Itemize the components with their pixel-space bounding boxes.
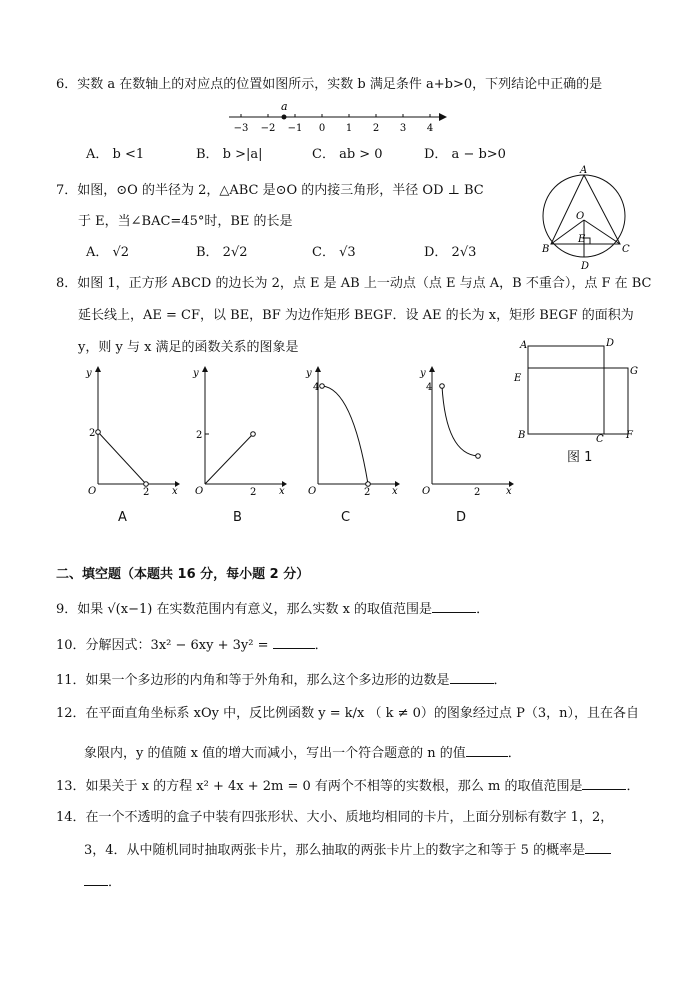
- svg-text:D: D: [606, 338, 615, 349]
- svg-text:y: y: [86, 368, 92, 379]
- svg-text:O: O: [88, 486, 97, 497]
- q6-option-a: A． b <1: [86, 147, 145, 162]
- svg-text:2: 2: [474, 487, 481, 498]
- q6-option-b: B． b >|a|: [196, 147, 263, 162]
- q11-text: 11．如果一个多边形的内角和等于外角和，那么这个多边形的边数是: [56, 673, 450, 688]
- graph-c-caption: C: [341, 510, 351, 525]
- svg-text:A: A: [520, 340, 528, 351]
- svg-text:2: 2: [250, 487, 257, 498]
- q6-number-line: [225, 100, 450, 134]
- q7-circle-figure: [540, 164, 632, 272]
- svg-text:x: x: [392, 486, 398, 497]
- point-a-dot: [282, 115, 287, 120]
- graph-a-caption: A: [118, 510, 127, 525]
- graph-b: [187, 366, 287, 498]
- q6-option-c: C． ab > 0: [312, 147, 383, 162]
- svg-text:B: B: [518, 430, 526, 441]
- q9: 9．如果 √(x−1) 在实数范围内有意义，那么实数 x 的取值范围是 ．: [56, 599, 489, 619]
- tick-label: −3: [233, 123, 249, 134]
- tick-label: 0: [318, 123, 326, 134]
- svg-text:2: 2: [143, 487, 150, 498]
- svg-text:O: O: [422, 486, 431, 497]
- tick-label: −1: [287, 123, 303, 134]
- q6-stem: 6．实数 a 在数轴上的对应点的位置如图所示，实数 b 满足条件 a+b>0，下列结论中正确的是: [56, 77, 603, 92]
- svg-text:F: F: [626, 430, 633, 441]
- q9-answer-blank: [432, 599, 476, 613]
- svg-text:O: O: [308, 486, 317, 497]
- q12-line2: 象限内，y 的值随 x 值的增大而减小，写出一个符合题意的 n 的值 ．: [84, 743, 521, 763]
- label-C: C: [622, 244, 630, 255]
- label-D: D: [581, 261, 590, 272]
- q13: 13．如果关于 x 的方程 x² + 4x + 2m = 0 有两个不相等的实数根，那么 m 的取值范围是 ．: [56, 776, 640, 796]
- q12-line1: 12．在平面直角坐标系 xOy 中，反比例函数 y = k/x （ k ≠ 0）的图象经过点 P（3，n），且在各自: [56, 706, 639, 721]
- q8-stem-line1: 8．如图 1，正方形 ABCD 的边长为 2，点 E 是 AB 上一动点（点 E 与点 A，B 不重合），点 F 在 BC: [56, 276, 652, 291]
- svg-text:y: y: [306, 368, 312, 379]
- tick-label: 2: [372, 123, 380, 134]
- tick-label: 4: [426, 123, 434, 134]
- tick-label: 3: [399, 123, 407, 134]
- q12-text: 象限内，y 的值随 x 值的增大而减小，写出一个符合题意的 n 的值: [84, 746, 466, 761]
- svg-text:2: 2: [89, 428, 96, 439]
- q14-line3: ．: [84, 872, 121, 892]
- svg-text:x: x: [172, 486, 178, 497]
- q8-stem-line3: y，则 y 与 x 满足的函数关系的图象是: [78, 340, 299, 355]
- tick-label: −2: [260, 123, 276, 134]
- q14-line2: [84, 840, 611, 860]
- graph-a: [80, 366, 180, 498]
- q14-line1: 14．在一个不透明的盒子中装有四张形状、大小、质地均相同的卡片，上面分别标有数字 1，2，: [56, 810, 614, 825]
- label-B: B: [542, 244, 550, 255]
- q14-text: 3，4．从中随机同时抽取两张卡片，那么抽取的两张卡片上的数字之和等于 5 的概率是: [84, 843, 586, 858]
- svg-text:E: E: [514, 373, 522, 384]
- q9-text: 9．如果 √(x−1) 在实数范围内有意义，那么实数 x 的取值范围是: [56, 602, 433, 617]
- figure-1-caption: 图 1: [567, 450, 593, 465]
- svg-text:y: y: [193, 368, 199, 379]
- label-A: A: [580, 165, 588, 176]
- svg-text:x: x: [279, 486, 285, 497]
- q7-option-d: D． 2√3: [424, 245, 477, 260]
- q8-stem-line2: 延长线上，AE = CF，以 BE，BF 为边作矩形 BEGF．设 AE 的长为 x，矩形 BEGF 的面积为: [78, 308, 634, 323]
- q7-stem-line1: 7．如图，⊙O 的半径为 2，△ABC 是⊙O 的内接三角形，半径 OD ⊥ BC: [56, 183, 484, 198]
- q6-option-d: D． a − b>0: [424, 147, 506, 162]
- svg-text:O: O: [195, 486, 204, 497]
- svg-text:2: 2: [196, 430, 203, 441]
- graph-c: [300, 366, 400, 498]
- q7-option-a: A． √2: [86, 245, 130, 260]
- q14-answer-blank-part1: [585, 840, 611, 854]
- q13-text: 13．如果关于 x 的方程 x² + 4x + 2m = 0 有两个不相等的实数根，那么 m 的取值范围是: [56, 779, 583, 794]
- svg-text:y: y: [420, 368, 426, 379]
- point-a-label: a: [281, 100, 288, 113]
- q11: 11．如果一个多边形的内角和等于外角和，那么这个多边形的边数是 ．: [56, 670, 507, 690]
- svg-text:4: 4: [426, 382, 433, 393]
- svg-text:G: G: [630, 366, 638, 377]
- q10-answer-blank: [273, 635, 315, 649]
- q14-answer-blank-part2: [84, 872, 108, 886]
- svg-text:2: 2: [364, 487, 371, 498]
- q7-stem-line2: 于 E，当∠BAC=45°时，BE 的长是: [78, 214, 293, 229]
- q7-option-b: B． 2√2: [196, 245, 248, 260]
- q10-text: 10．分解因式：3x² − 6xy + 3y² =: [56, 638, 269, 653]
- label-E: E: [578, 234, 586, 245]
- tick-label: 1: [345, 123, 353, 134]
- graph-b-caption: B: [233, 510, 242, 525]
- q8-figure-1: [512, 336, 642, 446]
- q10: 10．分解因式：3x² − 6xy + 3y² = ．: [56, 635, 328, 655]
- graph-d: [414, 366, 514, 498]
- svg-text:4: 4: [313, 382, 320, 393]
- svg-text:x: x: [506, 486, 512, 497]
- graph-d-caption: D: [456, 510, 467, 525]
- q7-option-c: C． √3: [312, 245, 356, 260]
- q12-answer-blank: [466, 743, 508, 757]
- section-2-title: 二、填空题（本题共 16 分，每小题 2 分）: [56, 567, 310, 582]
- q13-answer-blank: [582, 776, 626, 790]
- svg-text:C: C: [596, 434, 604, 445]
- label-O: O: [576, 211, 585, 222]
- q11-answer-blank: [450, 670, 494, 684]
